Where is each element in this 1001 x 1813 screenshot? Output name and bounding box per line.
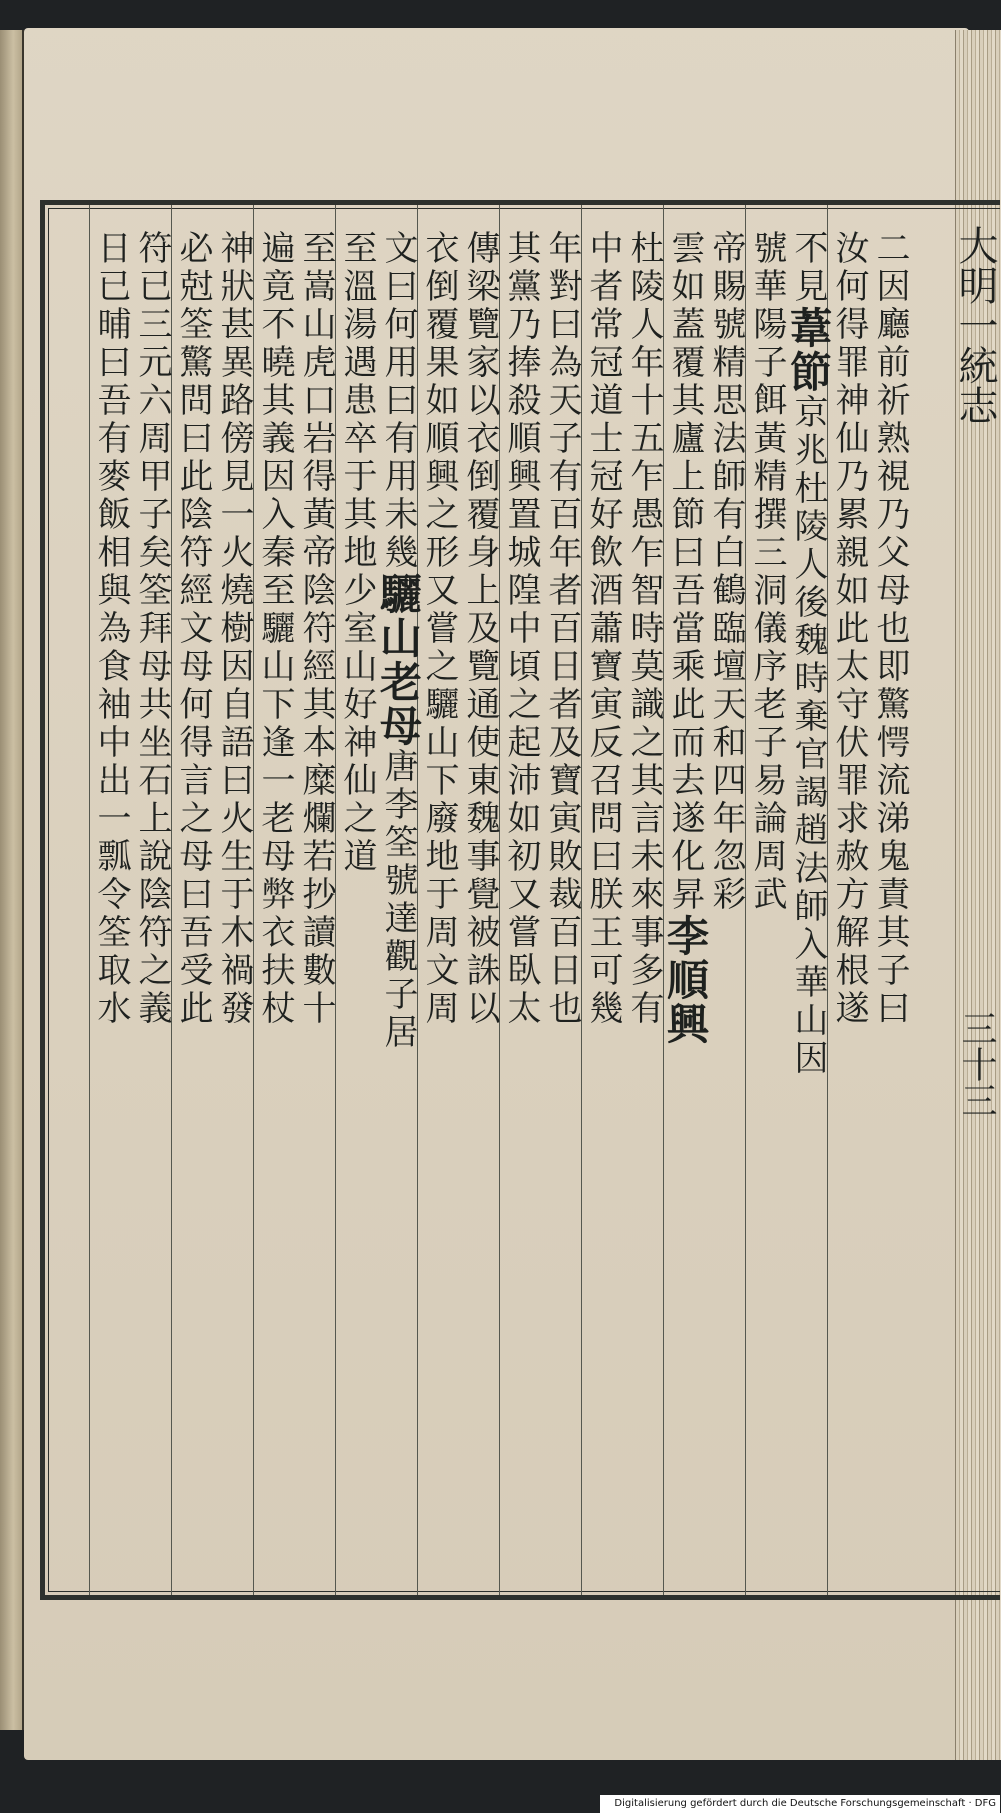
body-text: 號華陽子餌黃精撰三洞儀序老子易論周武 <box>747 230 787 914</box>
body-text: 帝賜號精思法師有白鶴臨壇天和四年忽彩 <box>706 230 746 914</box>
text-column <box>296 230 336 1595</box>
text-column <box>460 230 500 1595</box>
text-column <box>337 230 377 1595</box>
body-text: 杜陵人年十五乍愚乍智時莫識之其言未來事多有 <box>624 230 664 1028</box>
page-number: 三十三 <box>956 1010 997 1118</box>
body-text: 年對曰為天子有百年者百日者及寶寅敗裁百日也 <box>542 230 582 1028</box>
heading-text: 驪山老母 <box>374 572 423 748</box>
text-column <box>747 230 787 1595</box>
body-text: 不見 <box>788 230 828 306</box>
body-text: 雲如蓋覆其廬上節曰吾當乘此而去遂化昇 <box>665 230 705 914</box>
body-text: 其黨乃捧殺順興置城隍中頃之起沛如初又嘗臥太 <box>501 230 541 1028</box>
text-column <box>173 230 213 1595</box>
body-text: 必尅筌驚問曰此陰符經文母何得言之母曰吾受此 <box>173 230 213 1028</box>
digitization-credit: Digitalisierung gefördert durch die Deutsche Forschungsgemeinschaft · DFG <box>600 1795 1000 1813</box>
body-text: 文曰何用曰有用未幾 <box>378 230 418 572</box>
text-column <box>784 230 833 1595</box>
body-text: 汝何得罪神仙乃累親如此太守伏罪求赦方解根遂 <box>829 230 869 1028</box>
text-column <box>255 230 295 1595</box>
text-column <box>542 230 582 1595</box>
body-text: 遍竟不曉其義因入秦至驪山下逢一老母弊衣扶杖 <box>255 230 295 1028</box>
body-text: 中者常冠道士冠好飲酒蕭寶寅反召問曰朕王可幾 <box>583 230 623 1028</box>
body-text: 神狀甚異路傍見一火燒樹因自語曰火生于木禍發 <box>214 230 254 1028</box>
heading-text: 葦節 <box>784 306 833 394</box>
column-rule <box>89 205 90 1595</box>
text-column <box>132 230 172 1595</box>
previous-page-edge <box>0 30 24 1730</box>
body-text: 至嵩山虎口岩得黃帝陰符經其本糜爛若抄讀數十 <box>296 230 336 1028</box>
body-text: 至溫湯遇患卒于其地少室山好神仙之道 <box>337 230 377 876</box>
text-column <box>419 230 459 1595</box>
text-column <box>501 230 541 1595</box>
text-column <box>870 230 910 1595</box>
body-text: 傳梁覽家以衣倒覆身上及覽通使東魏事覺被誅以 <box>460 230 500 1028</box>
text-column <box>661 230 710 1595</box>
text-column <box>374 230 423 1595</box>
body-text: 符已三元六周甲子矣筌拜母共坐石上說陰符之義 <box>132 230 172 1028</box>
body-text: 唐李筌號達觀子居 <box>378 748 418 1052</box>
heading-text: 李順興 <box>661 914 710 1046</box>
text-column <box>583 230 623 1595</box>
text-column <box>214 230 254 1595</box>
body-text: 日已晡曰吾有麥飯相與為食袖中出一瓢令筌取水 <box>91 230 131 1028</box>
text-column <box>829 230 869 1595</box>
text-column <box>91 230 131 1595</box>
body-text: 衣倒覆果如順興之形又嘗之驪山下廢地于周文周 <box>419 230 459 1028</box>
text-column <box>706 230 746 1595</box>
body-text: 京兆杜陵人後魏時棄官謁趙法師入華山因 <box>788 394 828 1078</box>
body-text: 二因廳前祈熟視乃父母也即驚愕流涕鬼責其子曰 <box>870 230 910 1028</box>
text-column <box>624 230 664 1595</box>
book-title: 大明一統志 <box>952 225 998 425</box>
